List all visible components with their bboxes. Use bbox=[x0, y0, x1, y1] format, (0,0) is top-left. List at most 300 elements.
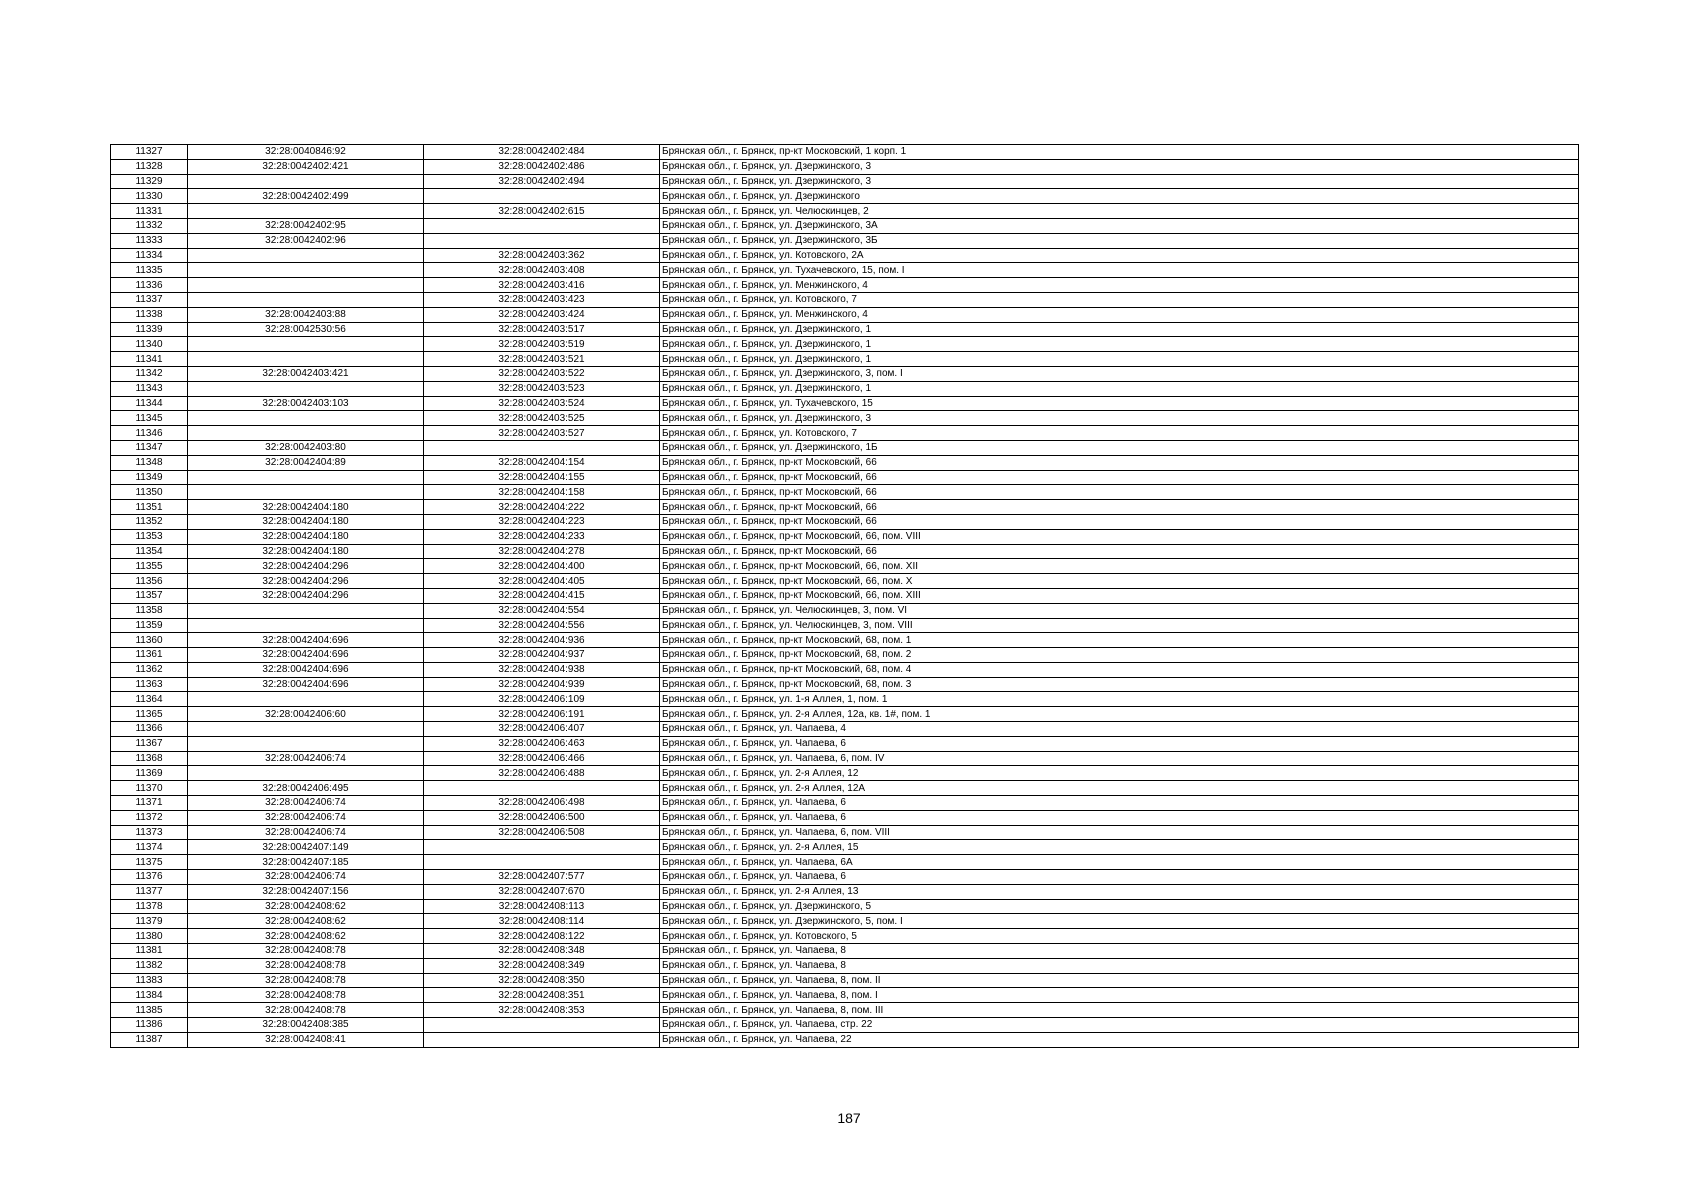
address-cell: Брянская обл., г. Брянск, ул. Чапаева, 8, пом. II bbox=[660, 973, 1579, 988]
table-row bbox=[111, 337, 1579, 352]
row-number-cell: 11380 bbox=[111, 929, 188, 944]
table-row bbox=[111, 618, 1579, 633]
address-cell: Брянская обл., г. Брянск, ул. Чапаева, 6 bbox=[660, 810, 1579, 825]
table-row bbox=[111, 855, 1579, 870]
object-number-cell: 32:28:0042406:508 bbox=[424, 825, 660, 840]
row-number-cell: 11371 bbox=[111, 796, 188, 811]
row-number-cell: 11333 bbox=[111, 233, 188, 248]
row-number-cell: 11362 bbox=[111, 662, 188, 677]
object-number-cell: 32:28:0042408:351 bbox=[424, 988, 660, 1003]
address-cell: Брянская обл., г. Брянск, ул. Тухачевского, 15, пом. I bbox=[660, 263, 1579, 278]
land-plot-number-cell bbox=[188, 603, 424, 618]
row-number-cell: 11369 bbox=[111, 766, 188, 781]
object-number-cell: 32:28:0042403:416 bbox=[424, 278, 660, 293]
address-cell: Брянская обл., г. Брянск, пр-кт Московский, 66 bbox=[660, 514, 1579, 529]
object-number-cell: 32:28:0042402:484 bbox=[424, 145, 660, 160]
land-plot-number-cell: 32:28:0042404:696 bbox=[188, 648, 424, 663]
table-row bbox=[111, 352, 1579, 367]
object-number-cell bbox=[424, 840, 660, 855]
table-row bbox=[111, 662, 1579, 677]
row-number-cell: 11382 bbox=[111, 958, 188, 973]
address-cell: Брянская обл., г. Брянск, пр-кт Московский, 68, пом. 4 bbox=[660, 662, 1579, 677]
row-number-cell: 11366 bbox=[111, 722, 188, 737]
object-number-cell: 32:28:0042408:114 bbox=[424, 914, 660, 929]
land-plot-number-cell bbox=[188, 337, 424, 352]
land-plot-number-cell: 32:28:0042402:95 bbox=[188, 218, 424, 233]
object-number-cell: 32:28:0042406:488 bbox=[424, 766, 660, 781]
address-cell: Брянская обл., г. Брянск, ул. Дзержинского, 3 bbox=[660, 411, 1579, 426]
table-row bbox=[111, 159, 1579, 174]
table-row bbox=[111, 500, 1579, 515]
row-number-cell: 11334 bbox=[111, 248, 188, 263]
address-cell: Брянская обл., г. Брянск, пр-кт Московский, 66 bbox=[660, 485, 1579, 500]
row-number-cell: 11342 bbox=[111, 366, 188, 381]
address-cell: Брянская обл., г. Брянск, ул. Дзержинского, 3, пом. I bbox=[660, 366, 1579, 381]
table-row bbox=[111, 426, 1579, 441]
address-cell: Брянская обл., г. Брянск, ул. Котовского, 7 bbox=[660, 292, 1579, 307]
table-row bbox=[111, 544, 1579, 559]
table-row bbox=[111, 233, 1579, 248]
table-row bbox=[111, 381, 1579, 396]
land-plot-number-cell: 32:28:0042404:696 bbox=[188, 662, 424, 677]
object-number-cell: 32:28:0042404:155 bbox=[424, 470, 660, 485]
table-row bbox=[111, 1032, 1579, 1047]
object-number-cell bbox=[424, 1018, 660, 1033]
table-row bbox=[111, 292, 1579, 307]
row-number-cell: 11336 bbox=[111, 278, 188, 293]
address-cell: Брянская обл., г. Брянск, пр-кт Московский, 66, пом. XII bbox=[660, 559, 1579, 574]
address-cell: Брянская обл., г. Брянск, ул. Дзержинского, 1 bbox=[660, 352, 1579, 367]
object-number-cell: 32:28:0042406:463 bbox=[424, 736, 660, 751]
address-cell: Брянская обл., г. Брянск, пр-кт Московский, 66 bbox=[660, 544, 1579, 559]
land-plot-number-cell: 32:28:0042406:74 bbox=[188, 810, 424, 825]
address-cell: Брянская обл., г. Брянск, ул. 2-я Аллея, 12А bbox=[660, 781, 1579, 796]
table-row bbox=[111, 307, 1579, 322]
row-number-cell: 11347 bbox=[111, 440, 188, 455]
land-plot-number-cell: 32:28:0042408:78 bbox=[188, 958, 424, 973]
table-row bbox=[111, 958, 1579, 973]
land-plot-number-cell bbox=[188, 381, 424, 396]
land-plot-number-cell: 32:28:0042403:88 bbox=[188, 307, 424, 322]
land-plot-number-cell: 32:28:0042407:185 bbox=[188, 855, 424, 870]
table-row bbox=[111, 218, 1579, 233]
object-number-cell: 32:28:0042403:519 bbox=[424, 337, 660, 352]
table-row bbox=[111, 455, 1579, 470]
address-cell: Брянская обл., г. Брянск, ул. Челюскинцев, 2 bbox=[660, 204, 1579, 219]
row-number-cell: 11359 bbox=[111, 618, 188, 633]
land-plot-number-cell: 32:28:0042404:180 bbox=[188, 529, 424, 544]
row-number-cell: 11385 bbox=[111, 1003, 188, 1018]
object-number-cell: 32:28:0042406:109 bbox=[424, 692, 660, 707]
address-cell: Брянская обл., г. Брянск, ул. Чапаева, 6, пом. VIII bbox=[660, 825, 1579, 840]
address-cell: Брянская обл., г. Брянск, пр-кт Московский, 68, пом. 2 bbox=[660, 648, 1579, 663]
row-number-cell: 11350 bbox=[111, 485, 188, 500]
row-number-cell: 11378 bbox=[111, 899, 188, 914]
address-cell: Брянская обл., г. Брянск, ул. Чапаева, стр. 22 bbox=[660, 1018, 1579, 1033]
land-plot-number-cell: 32:28:0042404:296 bbox=[188, 574, 424, 589]
land-plot-number-cell: 32:28:0042406:74 bbox=[188, 825, 424, 840]
object-number-cell: 32:28:0042403:522 bbox=[424, 366, 660, 381]
land-plot-number-cell: 32:28:0042404:180 bbox=[188, 544, 424, 559]
address-cell: Брянская обл., г. Брянск, ул. Чапаева, 8 bbox=[660, 958, 1579, 973]
row-number-cell: 11335 bbox=[111, 263, 188, 278]
row-number-cell: 11353 bbox=[111, 529, 188, 544]
object-number-cell: 32:28:0042404:556 bbox=[424, 618, 660, 633]
table-row bbox=[111, 914, 1579, 929]
row-number-cell: 11340 bbox=[111, 337, 188, 352]
row-number-cell: 11354 bbox=[111, 544, 188, 559]
row-number-cell: 11345 bbox=[111, 411, 188, 426]
table-row bbox=[111, 278, 1579, 293]
table-row bbox=[111, 929, 1579, 944]
address-cell: Брянская обл., г. Брянск, пр-кт Московский, 68, пом. 1 bbox=[660, 633, 1579, 648]
table-row bbox=[111, 263, 1579, 278]
land-plot-number-cell bbox=[188, 692, 424, 707]
object-number-cell: 32:28:0042404:939 bbox=[424, 677, 660, 692]
object-number-cell: 32:28:0042403:423 bbox=[424, 292, 660, 307]
table-row bbox=[111, 751, 1579, 766]
land-plot-number-cell: 32:28:0042408:41 bbox=[188, 1032, 424, 1047]
land-plot-number-cell bbox=[188, 722, 424, 737]
table-row bbox=[111, 1018, 1579, 1033]
row-number-cell: 11370 bbox=[111, 781, 188, 796]
land-plot-number-cell: 32:28:0042406:60 bbox=[188, 707, 424, 722]
register-table bbox=[110, 144, 1579, 1048]
row-number-cell: 11356 bbox=[111, 574, 188, 589]
table-row bbox=[111, 766, 1579, 781]
table-row bbox=[111, 189, 1579, 204]
land-plot-number-cell: 32:28:0040846:92 bbox=[188, 145, 424, 160]
object-number-cell: 32:28:0042404:405 bbox=[424, 574, 660, 589]
address-cell: Брянская обл., г. Брянск, ул. 1-я Аллея, 1, пом. 1 bbox=[660, 692, 1579, 707]
object-number-cell: 32:28:0042403:527 bbox=[424, 426, 660, 441]
row-number-cell: 11383 bbox=[111, 973, 188, 988]
object-number-cell: 32:28:0042406:407 bbox=[424, 722, 660, 737]
row-number-cell: 11381 bbox=[111, 944, 188, 959]
object-number-cell: 32:28:0042406:466 bbox=[424, 751, 660, 766]
land-plot-number-cell bbox=[188, 292, 424, 307]
address-cell: Брянская обл., г. Брянск, ул. Челюскинцев, 3, пом. VIII bbox=[660, 618, 1579, 633]
land-plot-number-cell: 32:28:0042408:62 bbox=[188, 899, 424, 914]
row-number-cell: 11373 bbox=[111, 825, 188, 840]
land-plot-number-cell: 32:28:0042406:495 bbox=[188, 781, 424, 796]
land-plot-number-cell: 32:28:0042404:696 bbox=[188, 633, 424, 648]
address-cell: Брянская обл., г. Брянск, ул. Чапаева, 22 bbox=[660, 1032, 1579, 1047]
object-number-cell: 32:28:0042408:353 bbox=[424, 1003, 660, 1018]
address-cell: Брянская обл., г. Брянск, ул. Дзержинского, 1 bbox=[660, 381, 1579, 396]
row-number-cell: 11349 bbox=[111, 470, 188, 485]
table-row bbox=[111, 840, 1579, 855]
land-plot-number-cell: 32:28:0042408:385 bbox=[188, 1018, 424, 1033]
address-cell: Брянская обл., г. Брянск, ул. Котовского, 7 bbox=[660, 426, 1579, 441]
object-number-cell: 32:28:0042403:521 bbox=[424, 352, 660, 367]
address-cell: Брянская обл., г. Брянск, пр-кт Московский, 66 bbox=[660, 500, 1579, 515]
object-number-cell: 32:28:0042403:362 bbox=[424, 248, 660, 263]
land-plot-number-cell bbox=[188, 248, 424, 263]
land-plot-number-cell: 32:28:0042403:421 bbox=[188, 366, 424, 381]
object-number-cell bbox=[424, 189, 660, 204]
address-cell: Брянская обл., г. Брянск, пр-кт Московский, 66 bbox=[660, 470, 1579, 485]
address-cell: Брянская обл., г. Брянск, ул. 2-я Аллея, 13 bbox=[660, 884, 1579, 899]
table-row bbox=[111, 648, 1579, 663]
object-number-cell: 32:28:0042404:937 bbox=[424, 648, 660, 663]
row-number-cell: 11343 bbox=[111, 381, 188, 396]
land-plot-number-cell bbox=[188, 174, 424, 189]
address-cell: Брянская обл., г. Брянск, ул. Дзержинского, 3 bbox=[660, 159, 1579, 174]
address-cell: Брянская обл., г. Брянск, пр-кт Московский, 66 bbox=[660, 455, 1579, 470]
object-number-cell: 32:28:0042408:122 bbox=[424, 929, 660, 944]
object-number-cell: 32:28:0042408:349 bbox=[424, 958, 660, 973]
object-number-cell: 32:28:0042407:577 bbox=[424, 870, 660, 885]
land-plot-number-cell bbox=[188, 736, 424, 751]
row-number-cell: 11352 bbox=[111, 514, 188, 529]
table-row bbox=[111, 248, 1579, 263]
object-number-cell: 32:28:0042404:154 bbox=[424, 455, 660, 470]
address-cell: Брянская обл., г. Брянск, ул. Чапаева, 8, пом. I bbox=[660, 988, 1579, 1003]
table-row bbox=[111, 884, 1579, 899]
land-plot-number-cell: 32:28:0042407:156 bbox=[188, 884, 424, 899]
object-number-cell: 32:28:0042403:525 bbox=[424, 411, 660, 426]
table-row bbox=[111, 796, 1579, 811]
row-number-cell: 11344 bbox=[111, 396, 188, 411]
table-row bbox=[111, 988, 1579, 1003]
land-plot-number-cell: 32:28:0042404:296 bbox=[188, 588, 424, 603]
address-cell: Брянская обл., г. Брянск, ул. Менжинского, 4 bbox=[660, 307, 1579, 322]
table-row bbox=[111, 366, 1579, 381]
address-cell: Брянская обл., г. Брянск, ул. Дзержинского, 1 bbox=[660, 322, 1579, 337]
land-plot-number-cell bbox=[188, 470, 424, 485]
address-cell: Брянская обл., г. Брянск, ул. Чапаева, 6 bbox=[660, 736, 1579, 751]
table-row bbox=[111, 396, 1579, 411]
table-row bbox=[111, 574, 1579, 589]
address-cell: Брянская обл., г. Брянск, ул. Дзержинского, 5 bbox=[660, 899, 1579, 914]
land-plot-number-cell: 32:28:0042408:78 bbox=[188, 1003, 424, 1018]
row-number-cell: 11337 bbox=[111, 292, 188, 307]
address-cell: Брянская обл., г. Брянск, пр-кт Московский, 66, пом. X bbox=[660, 574, 1579, 589]
object-number-cell: 32:28:0042402:494 bbox=[424, 174, 660, 189]
land-plot-number-cell: 32:28:0042408:78 bbox=[188, 944, 424, 959]
land-plot-number-cell bbox=[188, 352, 424, 367]
row-number-cell: 11331 bbox=[111, 204, 188, 219]
object-number-cell: 32:28:0042406:498 bbox=[424, 796, 660, 811]
address-cell: Брянская обл., г. Брянск, ул. Чапаева, 6 bbox=[660, 870, 1579, 885]
row-number-cell: 11360 bbox=[111, 633, 188, 648]
address-cell: Брянская обл., г. Брянск, ул. Дзержинского bbox=[660, 189, 1579, 204]
address-cell: Брянская обл., г. Брянск, ул. Челюскинцев, 3, пом. VI bbox=[660, 603, 1579, 618]
object-number-cell: 32:28:0042404:222 bbox=[424, 500, 660, 515]
row-number-cell: 11379 bbox=[111, 914, 188, 929]
table-row bbox=[111, 485, 1579, 500]
land-plot-number-cell: 32:28:0042408:62 bbox=[188, 914, 424, 929]
table-row bbox=[111, 145, 1579, 160]
object-number-cell: 32:28:0042404:158 bbox=[424, 485, 660, 500]
address-cell: Брянская обл., г. Брянск, ул. Дзержинского, 5, пом. I bbox=[660, 914, 1579, 929]
land-plot-number-cell: 32:28:0042406:74 bbox=[188, 796, 424, 811]
object-number-cell: 32:28:0042404:415 bbox=[424, 588, 660, 603]
table-row bbox=[111, 810, 1579, 825]
row-number-cell: 11377 bbox=[111, 884, 188, 899]
table-row bbox=[111, 707, 1579, 722]
object-number-cell: 32:28:0042403:408 bbox=[424, 263, 660, 278]
land-plot-number-cell bbox=[188, 766, 424, 781]
address-cell: Брянская обл., г. Брянск, ул. Чапаева, 8 bbox=[660, 944, 1579, 959]
object-number-cell: 32:28:0042403:424 bbox=[424, 307, 660, 322]
table-row bbox=[111, 781, 1579, 796]
address-cell: Брянская обл., г. Брянск, ул. 2-я Аллея, 12 bbox=[660, 766, 1579, 781]
land-plot-number-cell: 32:28:0042406:74 bbox=[188, 870, 424, 885]
table-row bbox=[111, 973, 1579, 988]
row-number-cell: 11332 bbox=[111, 218, 188, 233]
row-number-cell: 11341 bbox=[111, 352, 188, 367]
row-number-cell: 11327 bbox=[111, 145, 188, 160]
land-plot-number-cell: 32:28:0042404:296 bbox=[188, 559, 424, 574]
row-number-cell: 11328 bbox=[111, 159, 188, 174]
address-cell: Брянская обл., г. Брянск, ул. 2-я Аллея, 12а, кв. 1#, пом. 1 bbox=[660, 707, 1579, 722]
address-cell: Брянская обл., г. Брянск, ул. Дзержинского, 3 bbox=[660, 174, 1579, 189]
object-number-cell bbox=[424, 440, 660, 455]
land-plot-number-cell: 32:28:0042403:80 bbox=[188, 440, 424, 455]
table-row bbox=[111, 204, 1579, 219]
row-number-cell: 11372 bbox=[111, 810, 188, 825]
table-row bbox=[111, 559, 1579, 574]
address-cell: Брянская обл., г. Брянск, ул. Котовского, 5 bbox=[660, 929, 1579, 944]
object-number-cell: 32:28:0042403:524 bbox=[424, 396, 660, 411]
land-plot-number-cell: 32:28:0042404:180 bbox=[188, 514, 424, 529]
object-number-cell: 32:28:0042404:223 bbox=[424, 514, 660, 529]
object-number-cell: 32:28:0042404:278 bbox=[424, 544, 660, 559]
land-plot-number-cell: 32:28:0042407:149 bbox=[188, 840, 424, 855]
table-row bbox=[111, 514, 1579, 529]
address-cell: Брянская обл., г. Брянск, ул. Дзержинского, 1 bbox=[660, 337, 1579, 352]
land-plot-number-cell: 32:28:0042404:696 bbox=[188, 677, 424, 692]
table-row bbox=[111, 322, 1579, 337]
land-plot-number-cell: 32:28:0042402:421 bbox=[188, 159, 424, 174]
row-number-cell: 11364 bbox=[111, 692, 188, 707]
object-number-cell: 32:28:0042406:500 bbox=[424, 810, 660, 825]
page-number: 187 bbox=[837, 1110, 861, 1126]
land-plot-number-cell bbox=[188, 263, 424, 278]
row-number-cell: 11361 bbox=[111, 648, 188, 663]
object-number-cell bbox=[424, 233, 660, 248]
row-number-cell: 11357 bbox=[111, 588, 188, 603]
table-row bbox=[111, 633, 1579, 648]
table-row bbox=[111, 736, 1579, 751]
address-cell: Брянская обл., г. Брянск, ул. Менжинского, 4 bbox=[660, 278, 1579, 293]
table-row bbox=[111, 870, 1579, 885]
row-number-cell: 11346 bbox=[111, 426, 188, 441]
land-plot-number-cell: 32:28:0042404:89 bbox=[188, 455, 424, 470]
row-number-cell: 11384 bbox=[111, 988, 188, 1003]
row-number-cell: 11330 bbox=[111, 189, 188, 204]
address-cell: Брянская обл., г. Брянск, ул. Тухачевского, 15 bbox=[660, 396, 1579, 411]
address-cell: Брянская обл., г. Брянск, ул. Дзержинского, 1Б bbox=[660, 440, 1579, 455]
table-row bbox=[111, 944, 1579, 959]
object-number-cell: 32:28:0042408:350 bbox=[424, 973, 660, 988]
row-number-cell: 11365 bbox=[111, 707, 188, 722]
land-plot-number-cell bbox=[188, 485, 424, 500]
land-plot-number-cell: 32:28:0042403:103 bbox=[188, 396, 424, 411]
land-plot-number-cell: 32:28:0042402:96 bbox=[188, 233, 424, 248]
row-number-cell: 11348 bbox=[111, 455, 188, 470]
table-row bbox=[111, 470, 1579, 485]
row-number-cell: 11386 bbox=[111, 1018, 188, 1033]
object-number-cell: 32:28:0042403:517 bbox=[424, 322, 660, 337]
row-number-cell: 11374 bbox=[111, 840, 188, 855]
address-cell: Брянская обл., г. Брянск, ул. Чапаева, 6, пом. IV bbox=[660, 751, 1579, 766]
row-number-cell: 11368 bbox=[111, 751, 188, 766]
row-number-cell: 11375 bbox=[111, 855, 188, 870]
address-cell: Брянская обл., г. Брянск, ул. Дзержинского, 3Б bbox=[660, 233, 1579, 248]
object-number-cell: 32:28:0042404:554 bbox=[424, 603, 660, 618]
address-cell: Брянская обл., г. Брянск, ул. Котовского, 2А bbox=[660, 248, 1579, 263]
land-plot-number-cell bbox=[188, 278, 424, 293]
table-row bbox=[111, 899, 1579, 914]
address-cell: Брянская обл., г. Брянск, пр-кт Московский, 66, пом. XIII bbox=[660, 588, 1579, 603]
land-plot-number-cell: 32:28:0042406:74 bbox=[188, 751, 424, 766]
table-row bbox=[111, 174, 1579, 189]
address-cell: Брянская обл., г. Брянск, ул. Чапаева, 4 bbox=[660, 722, 1579, 737]
table-row bbox=[111, 692, 1579, 707]
land-plot-number-cell: 32:28:0042402:499 bbox=[188, 189, 424, 204]
row-number-cell: 11367 bbox=[111, 736, 188, 751]
row-number-cell: 11329 bbox=[111, 174, 188, 189]
table-row bbox=[111, 588, 1579, 603]
object-number-cell: 32:28:0042402:615 bbox=[424, 204, 660, 219]
land-plot-number-cell: 32:28:0042404:180 bbox=[188, 500, 424, 515]
address-cell: Брянская обл., г. Брянск, пр-кт Московский, 68, пом. 3 bbox=[660, 677, 1579, 692]
object-number-cell: 32:28:0042403:523 bbox=[424, 381, 660, 396]
row-number-cell: 11355 bbox=[111, 559, 188, 574]
address-cell: Брянская обл., г. Брянск, ул. Чапаева, 8, пом. III bbox=[660, 1003, 1579, 1018]
land-plot-number-cell: 32:28:0042408:78 bbox=[188, 988, 424, 1003]
row-number-cell: 11376 bbox=[111, 870, 188, 885]
object-number-cell: 32:28:0042404:233 bbox=[424, 529, 660, 544]
table-row bbox=[111, 529, 1579, 544]
object-number-cell bbox=[424, 1032, 660, 1047]
row-number-cell: 11338 bbox=[111, 307, 188, 322]
object-number-cell: 32:28:0042406:191 bbox=[424, 707, 660, 722]
land-plot-number-cell: 32:28:0042530:56 bbox=[188, 322, 424, 337]
object-number-cell bbox=[424, 218, 660, 233]
table-row bbox=[111, 1003, 1579, 1018]
object-number-cell: 32:28:0042407:670 bbox=[424, 884, 660, 899]
row-number-cell: 11387 bbox=[111, 1032, 188, 1047]
address-cell: Брянская обл., г. Брянск, пр-кт Московский, 1 корп. 1 bbox=[660, 145, 1579, 160]
table-row bbox=[111, 411, 1579, 426]
address-cell: Брянская обл., г. Брянск, ул. 2-я Аллея, 15 bbox=[660, 840, 1579, 855]
address-cell: Брянская обл., г. Брянск, пр-кт Московский, 66, пом. VIII bbox=[660, 529, 1579, 544]
object-number-cell: 32:28:0042404:936 bbox=[424, 633, 660, 648]
object-number-cell bbox=[424, 781, 660, 796]
land-plot-number-cell: 32:28:0042408:62 bbox=[188, 929, 424, 944]
object-number-cell: 32:28:0042408:113 bbox=[424, 899, 660, 914]
row-number-cell: 11363 bbox=[111, 677, 188, 692]
register-table-body bbox=[111, 145, 1579, 1048]
land-plot-number-cell bbox=[188, 204, 424, 219]
table-row bbox=[111, 603, 1579, 618]
object-number-cell: 32:28:0042404:938 bbox=[424, 662, 660, 677]
land-plot-number-cell bbox=[188, 426, 424, 441]
table-row bbox=[111, 440, 1579, 455]
row-number-cell: 11358 bbox=[111, 603, 188, 618]
table-row bbox=[111, 722, 1579, 737]
address-cell: Брянская обл., г. Брянск, ул. Чапаева, 6А bbox=[660, 855, 1579, 870]
object-number-cell bbox=[424, 855, 660, 870]
object-number-cell: 32:28:0042402:486 bbox=[424, 159, 660, 174]
address-cell: Брянская обл., г. Брянск, ул. Дзержинского, 3А bbox=[660, 218, 1579, 233]
table-row bbox=[111, 677, 1579, 692]
row-number-cell: 11339 bbox=[111, 322, 188, 337]
